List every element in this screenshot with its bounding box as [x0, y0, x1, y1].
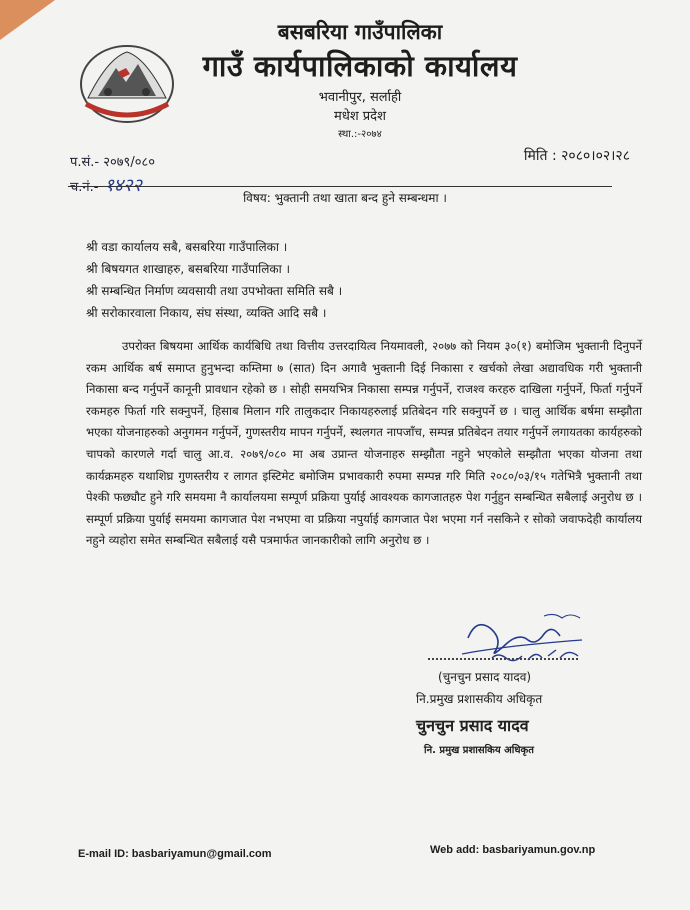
letter-body: उपरोक्त बिषयमा आर्थिक कार्यबिधि तथा वित्तीय उत्तरदायित्व नियमावली, २०७७ को नियम ३०(१) बमोजिम भुक्तानी दिनुपर्ने रकम आर्थिक बर्ष समाप्त हुनुभन्दा कम्तिमा ७ (सात) दिन अगावै भुक्तानी दिई निकासा र खर्चको लेखा अद्यावधिक गरी भुक्तानी निकासा बन्द गर्नुपर्ने कानूनी प्रावधान रहेको छ । सोही समयभित्र निकासा सम्पन्न गर्नुपर्ने, राजश्व करहरु दाखिला गर्नुपर्ने, फिर्ता गर्नुपर्ने रकमहरु फिर्ता गरि सक्नुपर्ने, हिसाब मिलान गरि तालुकदार निकायहरुलाई प्रतिबेदन गरि सक्नुपर्ने छ । चालु आर्थिक बर्षमा सम्झौता भएका योजनाहरुको अनुगमन गर्नुपर्ने, गुणस्तरीय मापन गर्नुपर्ने, स्थलगत नापजाँच, सम्पन्न प्रतिबेदन तयार गर्नुपर्ने लगायतका कार्यहरुको चापको कारणले गर्दा चालु आ.व. २०७९/०८० मा अब उप्रान्त योजनाहरु सम्झौता नहुने भएकोले सम्झौता भएका योजना तथा कार्यक्रमहरु यथाशिघ्र गुणस्तरीय र लागत इस्टिमेट बमोजिम प्रभावकारी रुपमा सम्पन्न गरि मिति २०८०/०३/१५ गतेभित्रै भुक्तानी तथा पेश्की फछ्यौट हुने गरि समयमा नै कार्यालयमा सम्पूर्ण प्रक्रिया पुर्याई आवश्यक कागजातहरु पेश गर्नुहुन सम्बन्धित सबैलाई अनुरोध छ । सम्पूर्ण प्रक्रिया पुर्याई समयमा कागजात पेश नभएमा वा प्रक्रिया नपुर्याई कागजात पेश भएमा गर्न नसकिने र सोको जवाफदेही कार्यालय नहुने व्यहोरा समेत सम्बन्धित सबैलाई यसै पत्रमार्फत जानकारीको लागि अनुरोध छ ।	[86, 339, 642, 548]
signature-line	[428, 658, 578, 660]
stamp-name: चुनचुन प्रसाद यादव	[416, 716, 529, 735]
footer-email: E-mail ID: basbariyamun@gmail.com	[78, 848, 272, 860]
cn-label: च.नं.-	[70, 180, 99, 195]
office-address: भवानीपुर, सर्लाही	[318, 90, 402, 105]
recipient-item: श्री बिषयगत शाखाहरु, बसबरिया गाउँपालिका ।	[86, 262, 291, 276]
recipient-item: श्री सम्बन्धित निर्माण व्यवसायी तथा उपभोक्ता समिति सबै ।	[86, 284, 343, 298]
stamp-title: नि. प्रमुख प्रशासकिय अधिकृत	[424, 745, 534, 756]
date-label: मिति :	[523, 148, 557, 164]
cn-value: १४२२	[104, 175, 142, 196]
recipient-item: श्री वडा कार्यालय सबै, बसबरिया गाउँपालिका ।	[86, 240, 288, 254]
office-name: गाउँ कार्यपालिकाको कार्यालय	[202, 49, 518, 83]
letter-date	[524, 146, 630, 165]
municipality-name: बसबरिया गाउँपालिका	[277, 20, 443, 44]
patra-sankhya	[70, 152, 155, 170]
header-rule	[68, 186, 612, 187]
signatory-title: नि.प्रमुख प्रशासकीय अधिकृत	[416, 692, 543, 706]
date-value: २०८०।०२।२८	[561, 148, 630, 164]
letter-subject: विषय: भुक्तानी तथा खाता बन्द हुने सम्बन्धमा ।	[243, 191, 447, 205]
ps-label: प.सं.-	[70, 155, 100, 170]
ps-value: २०७९/०८०	[103, 155, 155, 170]
signatory-name: (चुनचुन प्रसाद यादव)	[438, 670, 532, 684]
recipient-item: श्री सरोकारवाला निकाय, संघ संस्था, व्यक्ति आदि सबै ।	[86, 306, 327, 320]
footer-website: Web add: basbariyamun.gov.np	[430, 844, 596, 856]
province-name: मधेश प्रदेश	[334, 109, 386, 124]
established-year: स्था.:-२०७४	[338, 129, 382, 140]
recipient-list	[86, 236, 342, 324]
